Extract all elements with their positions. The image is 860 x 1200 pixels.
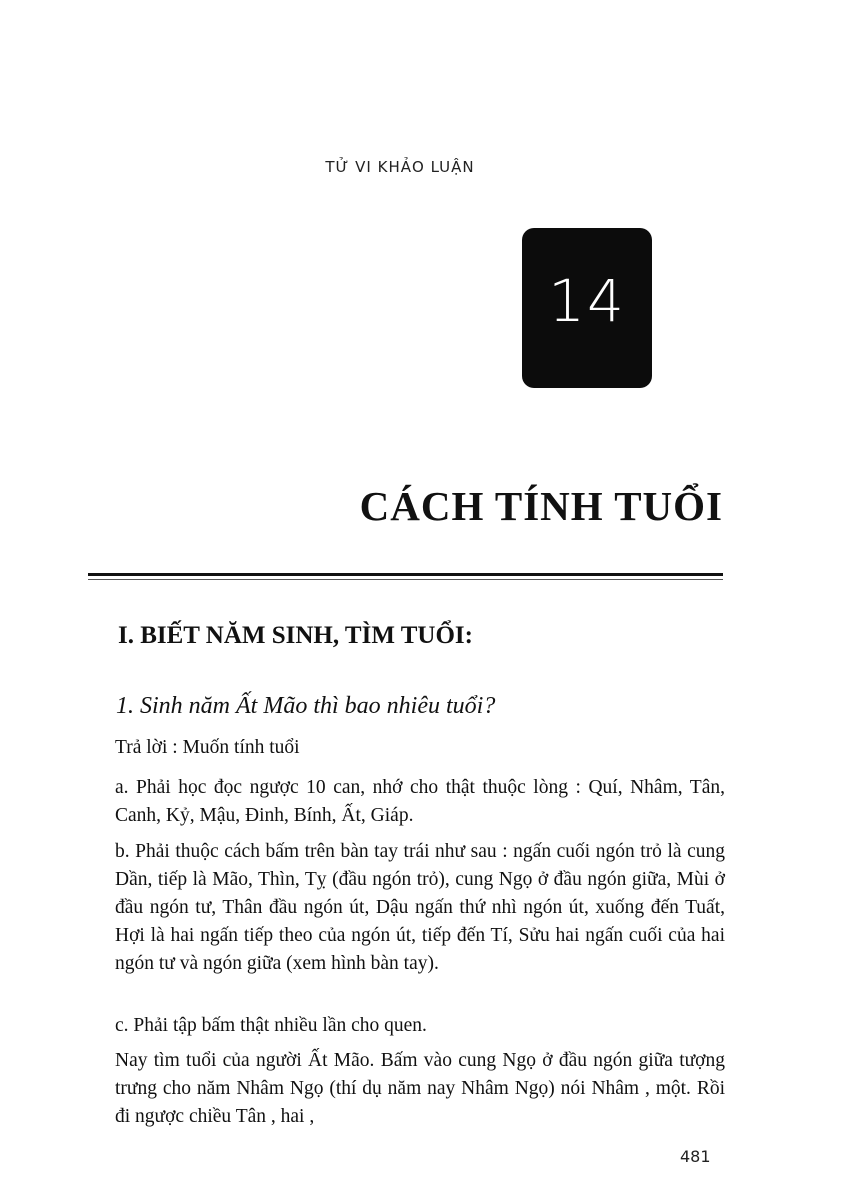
running-head: TỬ VI KHẢO LUẬN bbox=[325, 158, 475, 176]
chapter-title: CÁCH TÍNH TUỔI bbox=[359, 483, 723, 529]
answer-intro: Trả lời : Muốn tính tuổi bbox=[115, 737, 300, 758]
page-number: 481 bbox=[680, 1147, 711, 1166]
chapter-number-badge bbox=[522, 228, 652, 388]
chapter-number: 14 bbox=[548, 267, 626, 335]
question-heading: 1. Sinh năm Ất Mão thì bao nhiêu tuổi? bbox=[116, 693, 496, 719]
divider-rule-thin bbox=[88, 579, 723, 580]
divider-rule-thick bbox=[88, 573, 723, 576]
paragraph-example: Nay tìm tuổi của người Ất Mão. Bấm vào cung Ngọ ở đầu ngón giữa tượng trưng cho năm Nhâm Ngọ (thí dụ năm nay Nhâm Ngọ) nói Nhâm , một. Rồi đi ngược chiều Tân , hai , bbox=[115, 1050, 725, 1127]
paragraph-a: a. Phải học đọc ngược 10 can, nhớ cho thật thuộc lòng : Quí, Nhâm, Tân, Canh, Kỷ, Mậu, Đinh, Bính, Ất, Giáp. bbox=[115, 777, 725, 826]
paragraph-b: b. Phải thuộc cách bấm trên bàn tay trái như sau : ngấn cuối ngón trỏ là cung Dần, tiếp là Mão, Thìn, Tỵ (đầu ngón trỏ), cung Ngọ ở đầu ngón giữa, Mùi ở đầu ngón tư, Thân đầu ngón út, Dậu ngấn thứ nhì ngón út, xuống đến Tuất, Hợi là hai ngấn tiếp theo của ngón út, tiếp đến Tí, Sửu hai ngấn cuối của hai ngón tư và ngón giữa (xem hình bàn tay). bbox=[115, 841, 725, 974]
section-heading: I. BIẾT NĂM SINH, TÌM TUỔI: bbox=[118, 622, 473, 649]
paragraph-c: c. Phải tập bấm thật nhiều lần cho quen. bbox=[115, 1015, 427, 1036]
